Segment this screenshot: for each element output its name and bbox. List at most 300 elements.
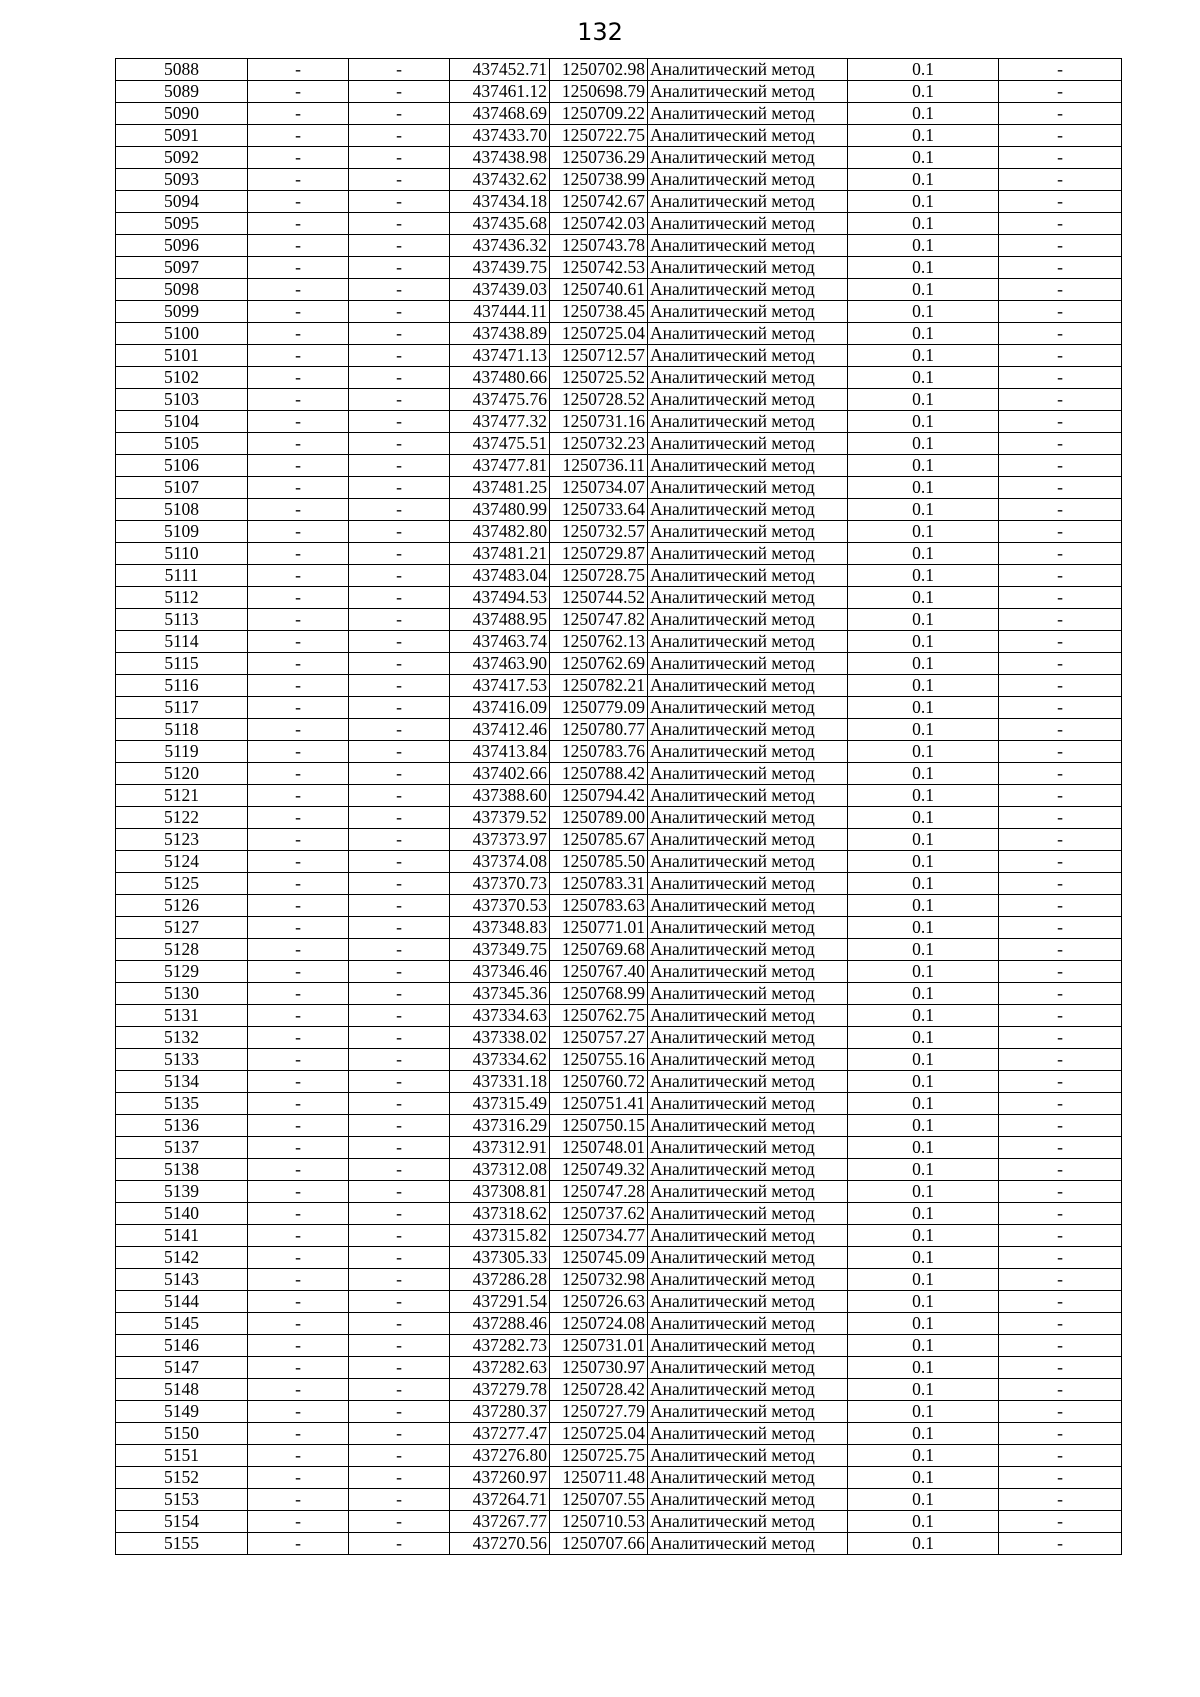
y-coordinate-cell: 1250737.62: [550, 1203, 648, 1225]
accuracy-cell: 0.1: [848, 411, 999, 433]
empty-cell: -: [248, 1115, 349, 1137]
x-coordinate-cell: 437439.75: [450, 257, 550, 279]
empty-cell: -: [999, 785, 1122, 807]
x-coordinate-cell: 437434.18: [450, 191, 550, 213]
y-coordinate-cell: 1250702.98: [550, 59, 648, 81]
x-coordinate-cell: 437388.60: [450, 785, 550, 807]
table-row: [116, 1137, 1122, 1159]
y-coordinate-cell: 1250785.50: [550, 851, 648, 873]
accuracy-cell: 0.1: [848, 763, 999, 785]
accuracy-cell: 0.1: [848, 323, 999, 345]
table-body: [116, 59, 1122, 1555]
empty-cell: -: [349, 1049, 450, 1071]
accuracy-cell: 0.1: [848, 675, 999, 697]
empty-cell: -: [999, 939, 1122, 961]
empty-cell: -: [999, 81, 1122, 103]
empty-cell: -: [248, 1137, 349, 1159]
empty-cell: -: [999, 1071, 1122, 1093]
accuracy-cell: 0.1: [848, 103, 999, 125]
empty-cell: -: [349, 1313, 450, 1335]
x-coordinate-cell: 437471.13: [450, 345, 550, 367]
empty-cell: -: [349, 521, 450, 543]
method-cell: Аналитический метод: [648, 59, 848, 81]
empty-cell: -: [349, 675, 450, 697]
method-cell: Аналитический метод: [648, 279, 848, 301]
table-row: [116, 389, 1122, 411]
x-coordinate-cell: 437286.28: [450, 1269, 550, 1291]
accuracy-cell: 0.1: [848, 895, 999, 917]
empty-cell: -: [248, 741, 349, 763]
y-coordinate-cell: 1250747.28: [550, 1181, 648, 1203]
method-cell: Аналитический метод: [648, 191, 848, 213]
point-number-cell: 5129: [116, 961, 248, 983]
empty-cell: -: [248, 587, 349, 609]
point-number-cell: 5133: [116, 1049, 248, 1071]
point-number-cell: 5114: [116, 631, 248, 653]
empty-cell: -: [349, 257, 450, 279]
accuracy-cell: 0.1: [848, 81, 999, 103]
table-row: [116, 1401, 1122, 1423]
table-row: [116, 1247, 1122, 1269]
y-coordinate-cell: 1250740.61: [550, 279, 648, 301]
empty-cell: -: [349, 1291, 450, 1313]
y-coordinate-cell: 1250728.42: [550, 1379, 648, 1401]
empty-cell: -: [999, 103, 1122, 125]
method-cell: Аналитический метод: [648, 1115, 848, 1137]
y-coordinate-cell: 1250782.21: [550, 675, 648, 697]
point-number-cell: 5141: [116, 1225, 248, 1247]
method-cell: Аналитический метод: [648, 1071, 848, 1093]
table-row: [116, 191, 1122, 213]
method-cell: Аналитический метод: [648, 1467, 848, 1489]
y-coordinate-cell: 1250698.79: [550, 81, 648, 103]
accuracy-cell: 0.1: [848, 1137, 999, 1159]
point-number-cell: 5144: [116, 1291, 248, 1313]
empty-cell: -: [349, 851, 450, 873]
empty-cell: -: [349, 235, 450, 257]
empty-cell: -: [248, 499, 349, 521]
empty-cell: -: [349, 1181, 450, 1203]
empty-cell: -: [248, 1225, 349, 1247]
table-row: [116, 983, 1122, 1005]
empty-cell: -: [349, 389, 450, 411]
empty-cell: -: [999, 653, 1122, 675]
x-coordinate-cell: 437338.02: [450, 1027, 550, 1049]
x-coordinate-cell: 437260.97: [450, 1467, 550, 1489]
y-coordinate-cell: 1250789.00: [550, 807, 648, 829]
empty-cell: -: [349, 829, 450, 851]
y-coordinate-cell: 1250725.75: [550, 1445, 648, 1467]
accuracy-cell: 0.1: [848, 1247, 999, 1269]
accuracy-cell: 0.1: [848, 1357, 999, 1379]
accuracy-cell: 0.1: [848, 1313, 999, 1335]
y-coordinate-cell: 1250733.64: [550, 499, 648, 521]
empty-cell: -: [999, 587, 1122, 609]
empty-cell: -: [349, 1225, 450, 1247]
empty-cell: -: [248, 983, 349, 1005]
x-coordinate-cell: 437282.63: [450, 1357, 550, 1379]
x-coordinate-cell: 437461.12: [450, 81, 550, 103]
empty-cell: -: [248, 1489, 349, 1511]
empty-cell: -: [248, 1445, 349, 1467]
method-cell: Аналитический метод: [648, 1181, 848, 1203]
empty-cell: -: [248, 1335, 349, 1357]
empty-cell: -: [248, 1071, 349, 1093]
table-row: [116, 961, 1122, 983]
table-row: [116, 939, 1122, 961]
point-number-cell: 5134: [116, 1071, 248, 1093]
point-number-cell: 5145: [116, 1313, 248, 1335]
point-number-cell: 5115: [116, 653, 248, 675]
x-coordinate-cell: 437477.32: [450, 411, 550, 433]
empty-cell: -: [248, 631, 349, 653]
empty-cell: -: [999, 1159, 1122, 1181]
method-cell: Аналитический метод: [648, 499, 848, 521]
point-number-cell: 5096: [116, 235, 248, 257]
empty-cell: -: [999, 1533, 1122, 1555]
method-cell: Аналитический метод: [648, 807, 848, 829]
x-coordinate-cell: 437318.62: [450, 1203, 550, 1225]
empty-cell: -: [248, 301, 349, 323]
y-coordinate-cell: 1250707.55: [550, 1489, 648, 1511]
empty-cell: -: [349, 301, 450, 323]
method-cell: Аналитический метод: [648, 455, 848, 477]
empty-cell: -: [248, 125, 349, 147]
table-row: [116, 279, 1122, 301]
x-coordinate-cell: 437315.49: [450, 1093, 550, 1115]
empty-cell: -: [349, 917, 450, 939]
empty-cell: -: [349, 279, 450, 301]
accuracy-cell: 0.1: [848, 1159, 999, 1181]
point-number-cell: 5092: [116, 147, 248, 169]
empty-cell: -: [999, 477, 1122, 499]
y-coordinate-cell: 1250734.07: [550, 477, 648, 499]
x-coordinate-cell: 437288.46: [450, 1313, 550, 1335]
empty-cell: -: [349, 873, 450, 895]
x-coordinate-cell: 437282.73: [450, 1335, 550, 1357]
empty-cell: -: [999, 697, 1122, 719]
x-coordinate-cell: 437488.95: [450, 609, 550, 631]
x-coordinate-cell: 437379.52: [450, 807, 550, 829]
method-cell: Аналитический метод: [648, 1027, 848, 1049]
x-coordinate-cell: 437475.51: [450, 433, 550, 455]
empty-cell: -: [999, 279, 1122, 301]
accuracy-cell: 0.1: [848, 1049, 999, 1071]
method-cell: Аналитический метод: [648, 1225, 848, 1247]
point-number-cell: 5122: [116, 807, 248, 829]
method-cell: Аналитический метод: [648, 939, 848, 961]
table-row: [116, 433, 1122, 455]
y-coordinate-cell: 1250727.79: [550, 1401, 648, 1423]
empty-cell: -: [248, 191, 349, 213]
y-coordinate-cell: 1250732.23: [550, 433, 648, 455]
empty-cell: -: [999, 873, 1122, 895]
point-number-cell: 5118: [116, 719, 248, 741]
y-coordinate-cell: 1250750.15: [550, 1115, 648, 1137]
y-coordinate-cell: 1250748.01: [550, 1137, 648, 1159]
point-number-cell: 5152: [116, 1467, 248, 1489]
empty-cell: -: [349, 653, 450, 675]
table-row: [116, 807, 1122, 829]
empty-cell: -: [999, 851, 1122, 873]
y-coordinate-cell: 1250771.01: [550, 917, 648, 939]
accuracy-cell: 0.1: [848, 697, 999, 719]
y-coordinate-cell: 1250725.04: [550, 1423, 648, 1445]
y-coordinate-cell: 1250726.63: [550, 1291, 648, 1313]
accuracy-cell: 0.1: [848, 741, 999, 763]
method-cell: Аналитический метод: [648, 719, 848, 741]
table-row: [116, 1467, 1122, 1489]
empty-cell: -: [349, 1005, 450, 1027]
x-coordinate-cell: 437432.62: [450, 169, 550, 191]
y-coordinate-cell: 1250710.53: [550, 1511, 648, 1533]
x-coordinate-cell: 437312.08: [450, 1159, 550, 1181]
point-number-cell: 5097: [116, 257, 248, 279]
empty-cell: -: [248, 1093, 349, 1115]
point-number-cell: 5149: [116, 1401, 248, 1423]
empty-cell: -: [248, 1313, 349, 1335]
table-row: [116, 763, 1122, 785]
empty-cell: -: [999, 1203, 1122, 1225]
method-cell: Аналитический метод: [648, 1489, 848, 1511]
method-cell: Аналитический метод: [648, 829, 848, 851]
y-coordinate-cell: 1250757.27: [550, 1027, 648, 1049]
empty-cell: -: [999, 433, 1122, 455]
accuracy-cell: 0.1: [848, 345, 999, 367]
empty-cell: -: [248, 543, 349, 565]
page-number: 132: [577, 18, 623, 46]
empty-cell: -: [999, 829, 1122, 851]
accuracy-cell: 0.1: [848, 1511, 999, 1533]
x-coordinate-cell: 437468.69: [450, 103, 550, 125]
accuracy-cell: 0.1: [848, 1489, 999, 1511]
point-number-cell: 5094: [116, 191, 248, 213]
table-row: [116, 367, 1122, 389]
accuracy-cell: 0.1: [848, 1093, 999, 1115]
y-coordinate-cell: 1250707.66: [550, 1533, 648, 1555]
method-cell: Аналитический метод: [648, 1291, 848, 1313]
empty-cell: -: [349, 1423, 450, 1445]
y-coordinate-cell: 1250751.41: [550, 1093, 648, 1115]
empty-cell: -: [999, 1313, 1122, 1335]
x-coordinate-cell: 437444.11: [450, 301, 550, 323]
empty-cell: -: [999, 521, 1122, 543]
point-number-cell: 5125: [116, 873, 248, 895]
empty-cell: -: [349, 1467, 450, 1489]
table-row: [116, 81, 1122, 103]
y-coordinate-cell: 1250736.29: [550, 147, 648, 169]
y-coordinate-cell: 1250709.22: [550, 103, 648, 125]
point-number-cell: 5095: [116, 213, 248, 235]
table-row: [116, 1313, 1122, 1335]
accuracy-cell: 0.1: [848, 609, 999, 631]
y-coordinate-cell: 1250768.99: [550, 983, 648, 1005]
x-coordinate-cell: 437480.99: [450, 499, 550, 521]
method-cell: Аналитический метод: [648, 543, 848, 565]
table-row: [116, 125, 1122, 147]
empty-cell: -: [248, 477, 349, 499]
empty-cell: -: [248, 873, 349, 895]
accuracy-cell: 0.1: [848, 235, 999, 257]
method-cell: Аналитический метод: [648, 851, 848, 873]
empty-cell: -: [349, 169, 450, 191]
empty-cell: -: [999, 1467, 1122, 1489]
method-cell: Аналитический метод: [648, 653, 848, 675]
accuracy-cell: 0.1: [848, 543, 999, 565]
empty-cell: -: [248, 235, 349, 257]
table-row: [116, 1335, 1122, 1357]
point-number-cell: 5116: [116, 675, 248, 697]
empty-cell: -: [999, 763, 1122, 785]
point-number-cell: 5103: [116, 389, 248, 411]
y-coordinate-cell: 1250742.03: [550, 213, 648, 235]
x-coordinate-cell: 437436.32: [450, 235, 550, 257]
empty-cell: -: [248, 565, 349, 587]
method-cell: Аналитический метод: [648, 521, 848, 543]
x-coordinate-cell: 437348.83: [450, 917, 550, 939]
y-coordinate-cell: 1250732.98: [550, 1269, 648, 1291]
empty-cell: -: [349, 1445, 450, 1467]
x-coordinate-cell: 437452.71: [450, 59, 550, 81]
method-cell: Аналитический метод: [648, 917, 848, 939]
x-coordinate-cell: 437346.46: [450, 961, 550, 983]
point-number-cell: 5132: [116, 1027, 248, 1049]
table-row: [116, 1181, 1122, 1203]
empty-cell: -: [999, 345, 1122, 367]
x-coordinate-cell: 437334.62: [450, 1049, 550, 1071]
empty-cell: -: [999, 147, 1122, 169]
accuracy-cell: 0.1: [848, 565, 999, 587]
empty-cell: -: [999, 257, 1122, 279]
x-coordinate-cell: 437435.68: [450, 213, 550, 235]
empty-cell: -: [248, 1533, 349, 1555]
point-number-cell: 5104: [116, 411, 248, 433]
method-cell: Аналитический метод: [648, 169, 848, 191]
point-number-cell: 5098: [116, 279, 248, 301]
method-cell: Аналитический метод: [648, 1335, 848, 1357]
accuracy-cell: 0.1: [848, 829, 999, 851]
accuracy-cell: 0.1: [848, 1027, 999, 1049]
empty-cell: -: [248, 939, 349, 961]
method-cell: Аналитический метод: [648, 125, 848, 147]
method-cell: Аналитический метод: [648, 675, 848, 697]
point-number-cell: 5120: [116, 763, 248, 785]
point-number-cell: 5109: [116, 521, 248, 543]
point-number-cell: 5136: [116, 1115, 248, 1137]
accuracy-cell: 0.1: [848, 125, 999, 147]
empty-cell: -: [999, 1093, 1122, 1115]
table-row: [116, 1445, 1122, 1467]
point-number-cell: 5146: [116, 1335, 248, 1357]
empty-cell: -: [349, 1401, 450, 1423]
accuracy-cell: 0.1: [848, 1423, 999, 1445]
empty-cell: -: [349, 1071, 450, 1093]
method-cell: Аналитический метод: [648, 587, 848, 609]
accuracy-cell: 0.1: [848, 719, 999, 741]
x-coordinate-cell: 437402.66: [450, 763, 550, 785]
empty-cell: -: [349, 609, 450, 631]
method-cell: Аналитический метод: [648, 235, 848, 257]
x-coordinate-cell: 437331.18: [450, 1071, 550, 1093]
point-number-cell: 5127: [116, 917, 248, 939]
x-coordinate-cell: 437315.82: [450, 1225, 550, 1247]
accuracy-cell: 0.1: [848, 785, 999, 807]
empty-cell: -: [999, 125, 1122, 147]
y-coordinate-cell: 1250755.16: [550, 1049, 648, 1071]
x-coordinate-cell: 437417.53: [450, 675, 550, 697]
point-number-cell: 5119: [116, 741, 248, 763]
point-number-cell: 5131: [116, 1005, 248, 1027]
x-coordinate-cell: 437481.21: [450, 543, 550, 565]
empty-cell: -: [248, 675, 349, 697]
point-number-cell: 5121: [116, 785, 248, 807]
point-number-cell: 5138: [116, 1159, 248, 1181]
method-cell: Аналитический метод: [648, 1203, 848, 1225]
accuracy-cell: 0.1: [848, 983, 999, 1005]
empty-cell: -: [999, 1401, 1122, 1423]
y-coordinate-cell: 1250745.09: [550, 1247, 648, 1269]
point-number-cell: 5140: [116, 1203, 248, 1225]
empty-cell: -: [349, 1335, 450, 1357]
point-number-cell: 5111: [116, 565, 248, 587]
table-row: [116, 1203, 1122, 1225]
empty-cell: -: [999, 565, 1122, 587]
accuracy-cell: 0.1: [848, 213, 999, 235]
accuracy-cell: 0.1: [848, 1225, 999, 1247]
accuracy-cell: 0.1: [848, 1533, 999, 1555]
point-number-cell: 5153: [116, 1489, 248, 1511]
empty-cell: -: [248, 455, 349, 477]
x-coordinate-cell: 437439.03: [450, 279, 550, 301]
accuracy-cell: 0.1: [848, 1005, 999, 1027]
accuracy-cell: 0.1: [848, 301, 999, 323]
y-coordinate-cell: 1250731.01: [550, 1335, 648, 1357]
accuracy-cell: 0.1: [848, 257, 999, 279]
table-row: [116, 1379, 1122, 1401]
empty-cell: -: [248, 1379, 349, 1401]
point-number-cell: 5155: [116, 1533, 248, 1555]
point-number-cell: 5139: [116, 1181, 248, 1203]
empty-cell: -: [248, 81, 349, 103]
y-coordinate-cell: 1250734.77: [550, 1225, 648, 1247]
accuracy-cell: 0.1: [848, 521, 999, 543]
accuracy-cell: 0.1: [848, 477, 999, 499]
empty-cell: -: [999, 741, 1122, 763]
y-coordinate-cell: 1250783.31: [550, 873, 648, 895]
empty-cell: -: [349, 543, 450, 565]
empty-cell: -: [999, 367, 1122, 389]
x-coordinate-cell: 437291.54: [450, 1291, 550, 1313]
empty-cell: -: [349, 433, 450, 455]
method-cell: Аналитический метод: [648, 1445, 848, 1467]
accuracy-cell: 0.1: [848, 1445, 999, 1467]
empty-cell: -: [248, 389, 349, 411]
y-coordinate-cell: 1250780.77: [550, 719, 648, 741]
table-row: [116, 1489, 1122, 1511]
x-coordinate-cell: 437483.04: [450, 565, 550, 587]
x-coordinate-cell: 437374.08: [450, 851, 550, 873]
table-row: [116, 147, 1122, 169]
empty-cell: -: [248, 719, 349, 741]
empty-cell: -: [349, 1511, 450, 1533]
accuracy-cell: 0.1: [848, 59, 999, 81]
accuracy-cell: 0.1: [848, 1071, 999, 1093]
x-coordinate-cell: 437279.78: [450, 1379, 550, 1401]
x-coordinate-cell: 437267.77: [450, 1511, 550, 1533]
point-number-cell: 5126: [116, 895, 248, 917]
accuracy-cell: 0.1: [848, 389, 999, 411]
empty-cell: -: [248, 763, 349, 785]
